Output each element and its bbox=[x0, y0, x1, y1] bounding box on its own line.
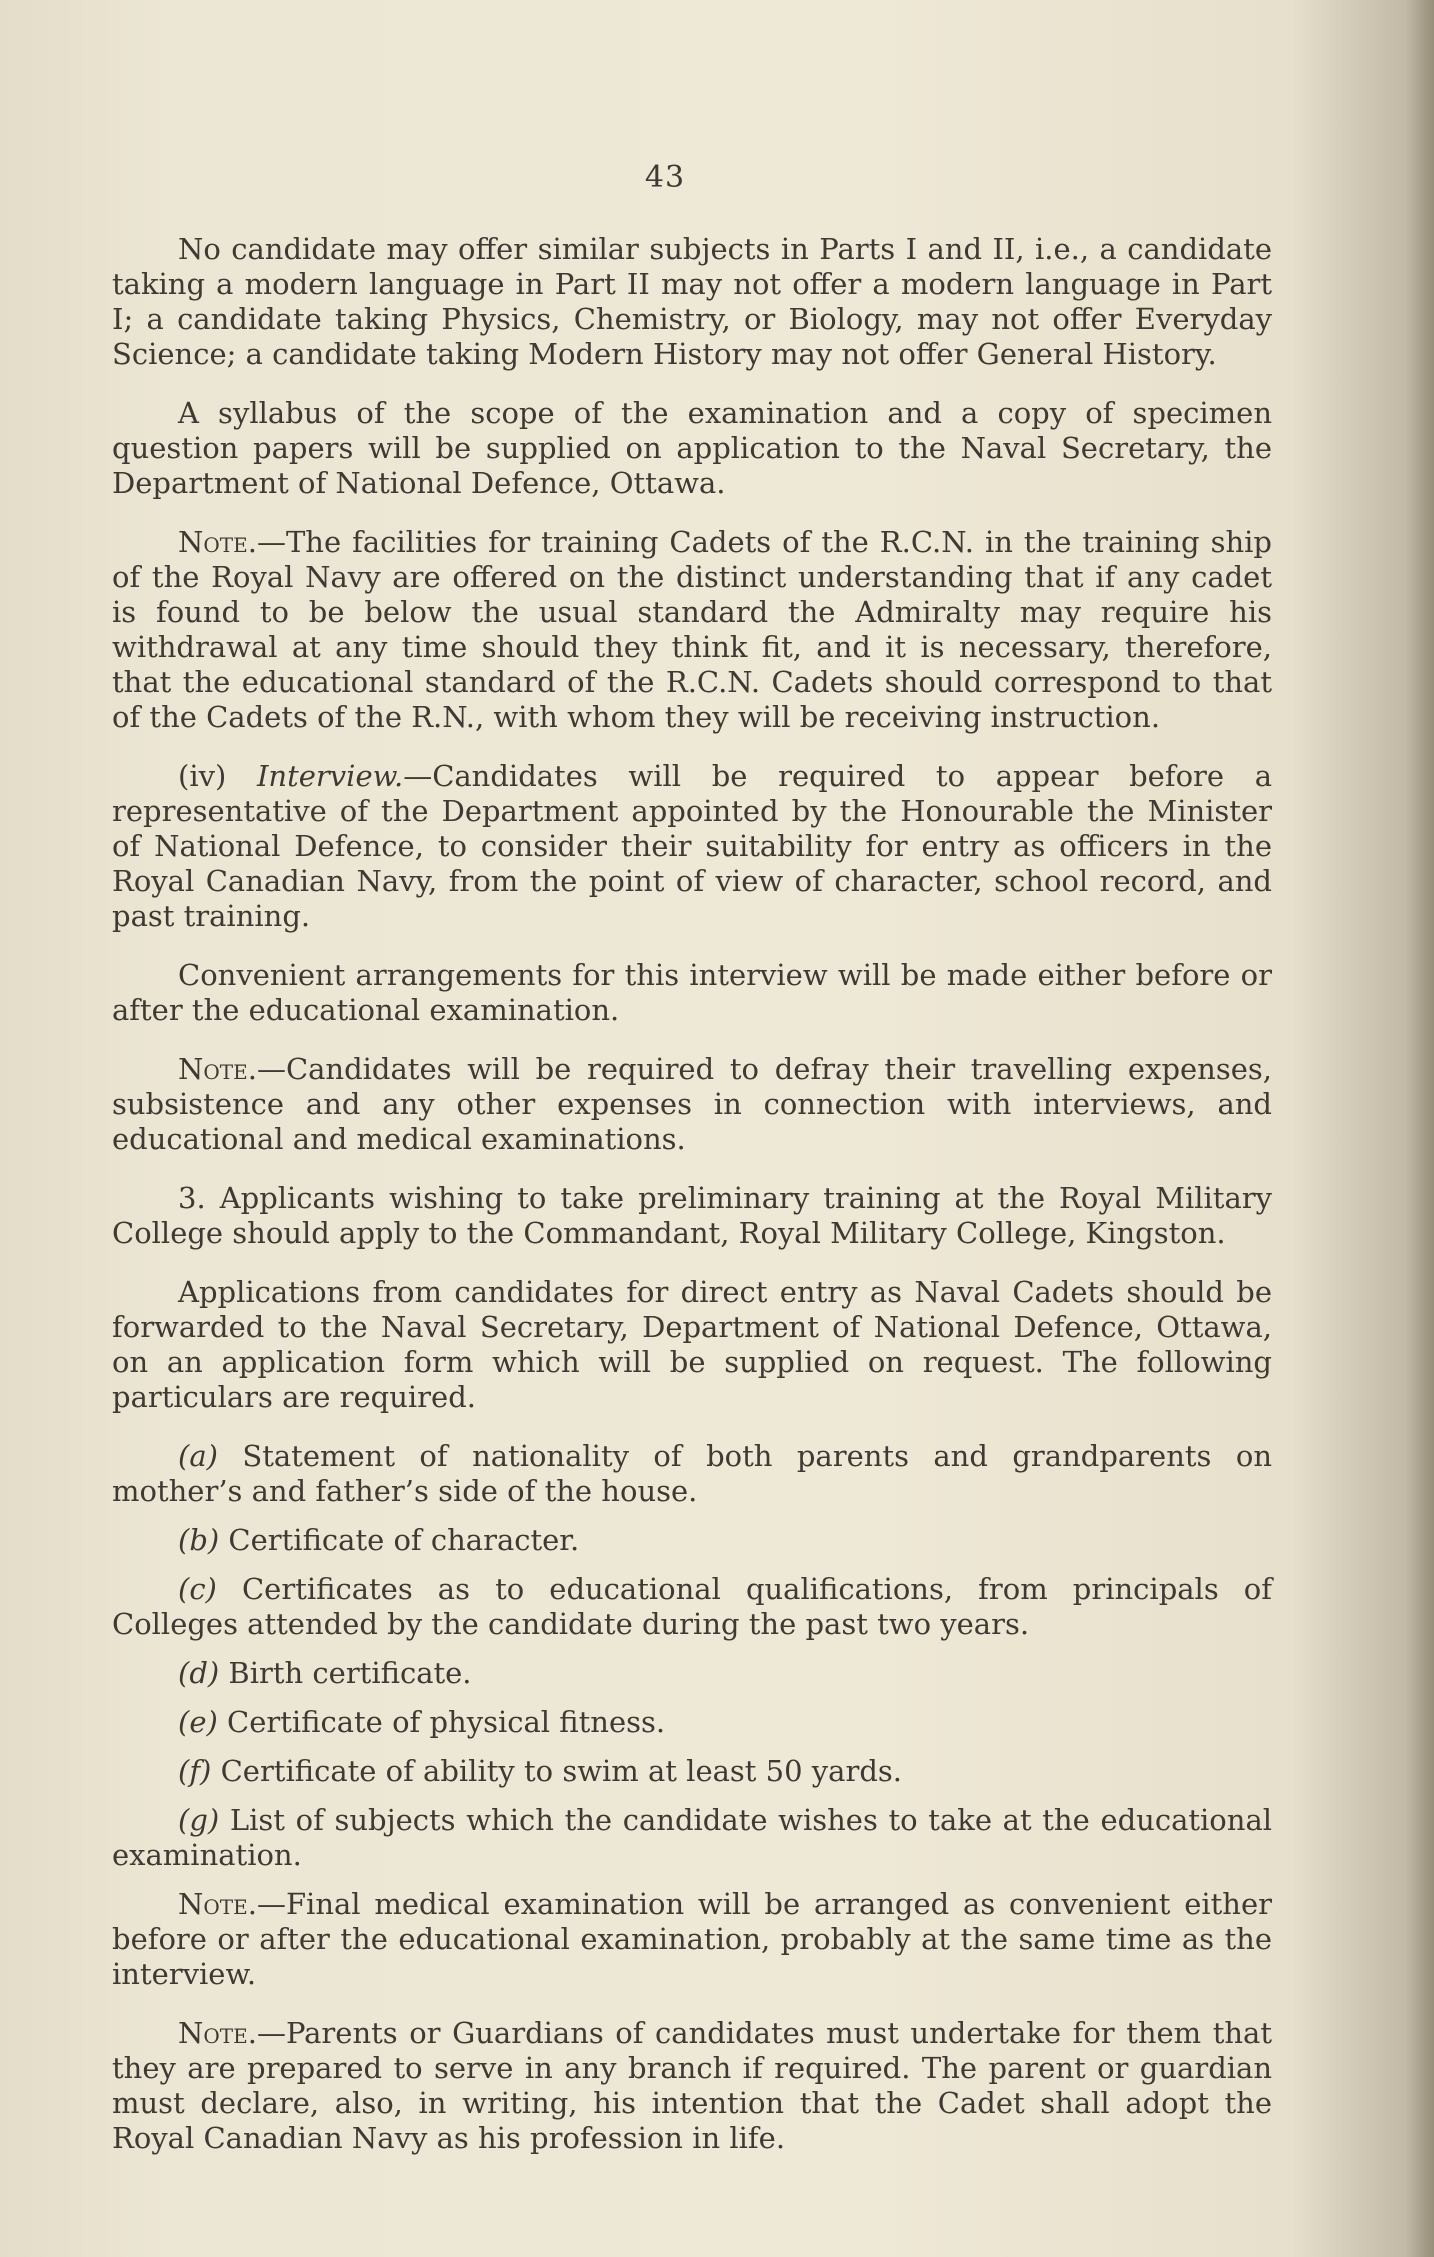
note-expenses bbox=[112, 1052, 1272, 1157]
list-item bbox=[112, 1705, 1272, 1740]
item-text: Statement of nationality of both parents and grandparents on mother’s and father’s side of the house. bbox=[112, 1439, 1273, 1508]
body-text bbox=[112, 232, 1272, 2180]
note-text: —Parents or Guardians of candidates must undertake for them that they are prepared to serve in any branch if required. The parent or guardian must declare, also, in writing, his intention that the Cadet shall adopt the Royal Canadian Navy as his profession in life. bbox=[112, 2016, 1272, 2155]
note-label: Note. bbox=[178, 2016, 257, 2050]
item-label: (a) bbox=[178, 1439, 218, 1473]
item-text: Birth certificate. bbox=[228, 1656, 472, 1690]
note-text: —Candidates will be required to defray their travelling expenses, subsistence and any other expenses in connection with interviews, and educational and medical examinations. bbox=[112, 1052, 1272, 1156]
list-item bbox=[112, 1754, 1272, 1789]
paragraph-rmc-applicants: 3. Applicants wishing to take preliminary training at the Royal Military College should apply to the Commandant, Royal Military College, Kingston. bbox=[112, 1181, 1272, 1250]
item-label: (c) bbox=[178, 1572, 217, 1606]
list-item bbox=[112, 1572, 1272, 1642]
item-text: Certificate of ability to swim at least 50 yards. bbox=[220, 1754, 902, 1788]
item-label: (e) bbox=[178, 1705, 218, 1739]
page-edge-shadow bbox=[1406, 0, 1434, 2257]
paragraph-direct-entry: Applications from candidates for direct entry as Naval Cadets should be forwarded to the Naval Secretary, Department of National Defence, Ottawa, on an application form which will be supplied on request. The following particulars are required. bbox=[112, 1275, 1272, 1414]
paragraph-subject-restrictions: No candidate may offer similar subjects in Parts I and II, i.e., a candidate taking a modern language in Part II may not offer a modern language in Part I; a candidate taking Physics, Chemistry, or Biology, may not offer Everyday Science; a candidate taking Modern History may not offer General History. bbox=[112, 232, 1272, 371]
paragraph-interview-arrangements: Convenient arrangements for this interview will be made either before or after the educational examination. bbox=[112, 958, 1272, 1027]
note-label: Note. bbox=[178, 1887, 257, 1921]
list-item bbox=[112, 1656, 1272, 1691]
note-medical-examination bbox=[112, 1887, 1272, 1992]
page-number: 43 bbox=[644, 160, 686, 195]
list-item bbox=[112, 1803, 1272, 1873]
item-label: (f) bbox=[178, 1754, 212, 1788]
section-number: (iv) bbox=[178, 759, 227, 793]
note-text: —Final medical examination will be arranged as convenient either before or after the educational examination, probably at the same time as the interview. bbox=[112, 1887, 1272, 1991]
list-item bbox=[112, 1523, 1272, 1558]
note-label: Note. bbox=[178, 1052, 257, 1086]
item-label: (d) bbox=[178, 1656, 220, 1690]
section-text: —Candidates will be required to appear before a representative of the Department appointed by the Honourable the Minister of National Defence, to consider their suitability for entry as officers in the Royal Canadian Navy, from the point of view of character, school record, and past training. bbox=[112, 759, 1273, 933]
note-text: —The facilities for training Cadets of the R.C.N. in the training ship of the Royal Navy are offered on the distinct understanding that if any cadet is found to be below the usual standard the Admiralty may require his withdrawal at any time should they think fit, and it is necessary, therefore, that the educational standard of the R.C.N. Cadets should correspond to that of the Cadets of the R.N., with whom they will be receiving instruction. bbox=[112, 525, 1272, 734]
list-item bbox=[112, 1439, 1272, 1509]
note-training-facilities bbox=[112, 525, 1272, 735]
item-label: (b) bbox=[178, 1523, 220, 1557]
item-text: List of subjects which the candidate wishes to take at the educational examination. bbox=[112, 1803, 1273, 1872]
paragraph-interview bbox=[112, 759, 1272, 934]
item-label: (g) bbox=[178, 1803, 220, 1837]
note-label: Note. bbox=[178, 525, 257, 559]
paragraph-syllabus: A syllabus of the scope of the examination and a copy of specimen question papers will be supplied on application to the Naval Secretary, the Department of National Defence, Ottawa. bbox=[112, 396, 1272, 500]
item-text: Certificate of character. bbox=[228, 1523, 580, 1557]
note-parents-guardians bbox=[112, 2016, 1272, 2156]
item-text: Certificates as to educational qualifications, from principals of Colleges attended by the candidate during the past two years. bbox=[112, 1572, 1273, 1641]
section-title: Interview. bbox=[256, 759, 404, 793]
item-text: Certificate of physical fitness. bbox=[227, 1705, 666, 1739]
